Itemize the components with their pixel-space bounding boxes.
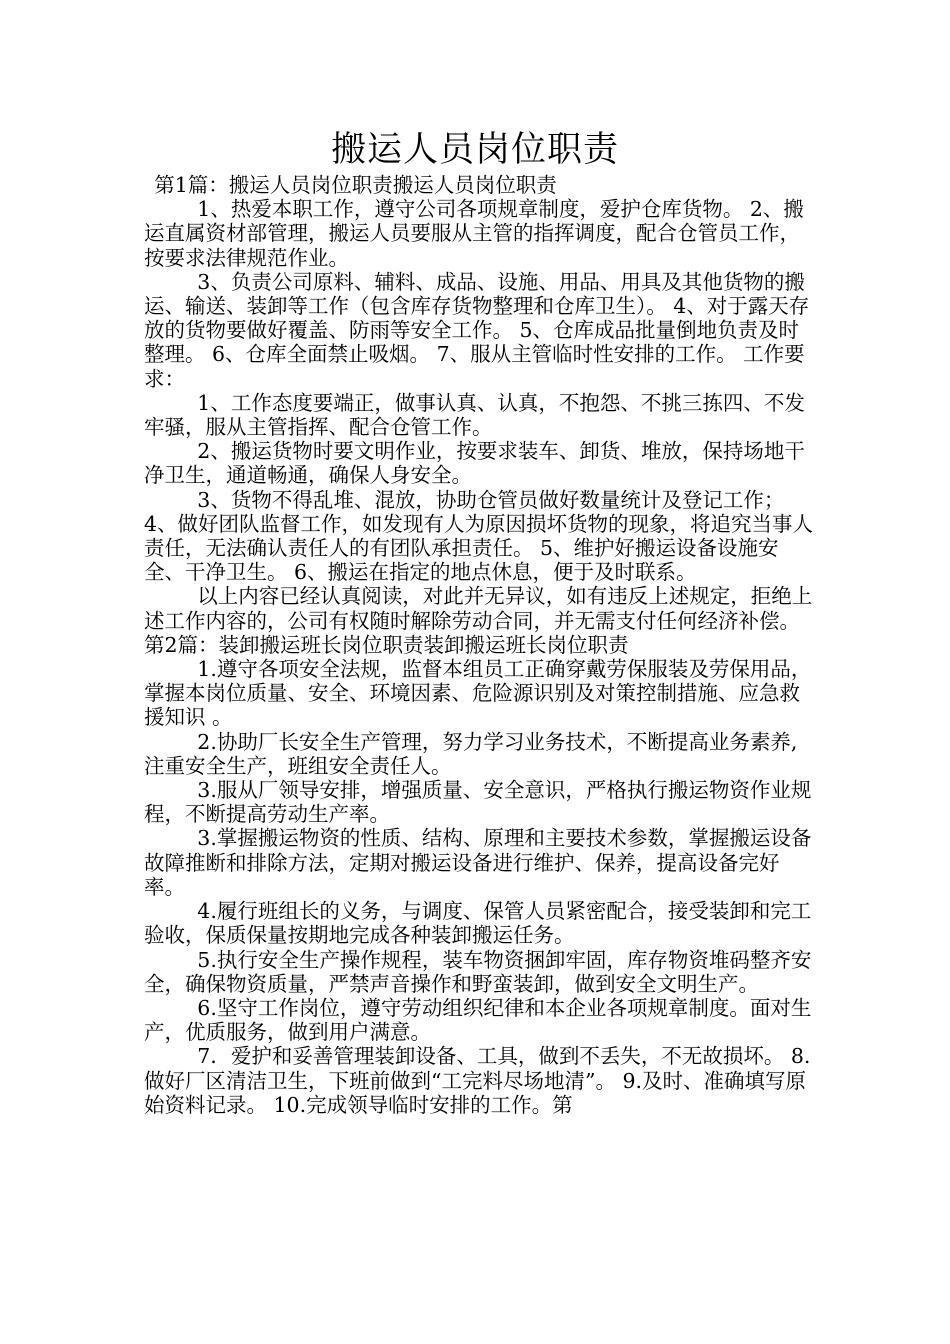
paragraph: 1、热爱本职工作，遵守公司各项规章制度，爱护仓库货物。 2、搬运直属资材部管理，搬运人员要服从主管的指挥调度，配合仓管员工作，按要求法律规范作业。 <box>144 197 804 270</box>
paragraph: 4.履行班组长的义务，与调度、保管人员紧密配合，接受装卸和完工验收，保质保量按期地完成各种装卸搬运任务。 <box>144 899 812 948</box>
paragraph: 以上内容已经认真阅读，对此并无异议，如有违反上述规定，拒绝上述工作内容的，公司有权随时解除劳动合同，并无需支付任何经济补偿。第2篇：装卸搬运班长岗位职责装卸搬运班长岗位职责 <box>144 584 813 657</box>
section-heading: 第1篇：搬运人员岗位职责搬运人员岗位职责 <box>154 173 557 197</box>
paragraph: 1.遵守各项安全法规，监督本组员工正确穿戴劳保服装及劳保用品，掌握本岗位质量、安全、环境因素、危险源识别及对策控制措施、应急救援知识 。 <box>144 657 812 730</box>
paragraph: 7．爱护和妥善管理装卸设备、工具，做到不丢失，不无故损坏。 8.做好厂区清洁卫生，下班前做到“工完料尽场地清”。 9.及时、准确填写原始资料记录。 10.完成领导临时安排的工作。第 <box>144 1044 811 1117</box>
paragraph: 3.服从厂领导安排，增强质量、安全意识，严格执行搬运物资作业规程，不断提高劳动生产率。 <box>144 778 812 827</box>
document-title: 搬运人员岗位职责 <box>330 130 619 170</box>
paragraph: 2.协助厂长安全生产管理，努力学习业务技术，不断提高业务素养,注重安全生产，班组安全责任人。 <box>144 729 798 778</box>
document-body <box>144 173 816 1117</box>
paragraph: 2、搬运货物时要文明作业，按要求装车、卸货、堆放，保持场地干净卫生，通道畅通，确保人身安全。 <box>144 439 805 488</box>
paragraph: 1、工作态度要端正，做事认真、认真，不抱怨、不挑三拣四、不发牢骚，服从主管指挥、配合仓管工作。 <box>144 390 805 440</box>
paragraph: 6.坚守工作岗位，遵守劳动组织纪律和本企业各项规章制度。面对生产，优质服务，做到用户满意。 <box>144 995 812 1045</box>
paragraph: 3、负责公司原料、辅料、成品、设施、用品、用具及其他货物的搬运、输送、装卸等工作（包含库存货物整理和仓库卫生）。 4、对于露天存放的货物要做好覆盖、防雨等安全工作。 5、仓库成品批量倒地负责及时整理。 6、仓库全面禁止吸烟。 7、服从主管临时性安排的工作。 工作要求： <box>144 269 810 391</box>
paragraph: 5.执行安全生产操作规程，装车物资捆卸牢固，库存物资堆码整齐安全，确保物资质量，严禁声音操作和野蛮装卸，做到安全文明生产。 <box>144 947 812 996</box>
paragraph: 3、货物不得乱堆、混放，协助仓管员做好数量统计及登记工作； 4、做好团队监督工作，如发现有人为原因损坏货物的现象，将追究当事人责任，无法确认责任人的有团队承担责任。 5、维护好搬运设备设施安全、干净卫生。 6、搬运在指定的地点休息，便于及时联系。 <box>144 487 814 585</box>
paragraph: 3.掌握搬运物资的性质、结构、原理和主要技术参数，掌握搬运设备故障推断和排除方法，定期对搬运设备进行维护、保养，提高设备完好率。 <box>144 826 812 899</box>
